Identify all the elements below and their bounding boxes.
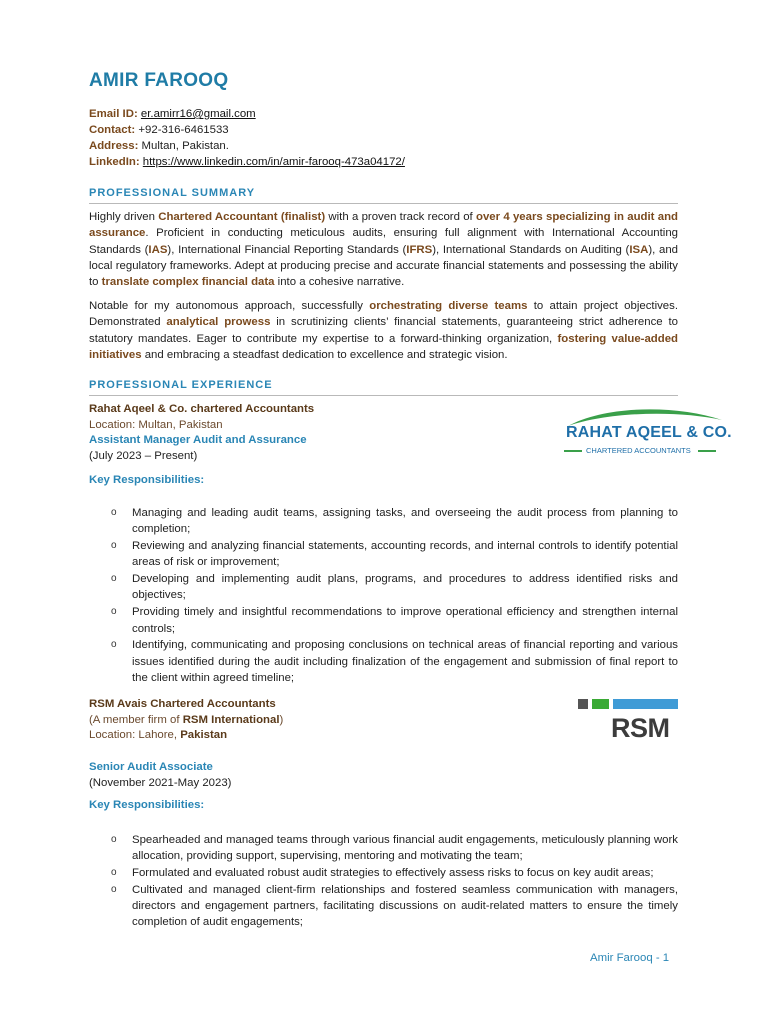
rahat-logo-dash-right <box>698 450 716 452</box>
job-1-dates: (July 2023 – Present) <box>89 449 198 462</box>
job-2-member-line <box>89 713 283 729</box>
summary-heading: PROFESSIONAL SUMMARY <box>89 187 256 199</box>
phone-row <box>89 122 405 138</box>
bullet-marker-icon: o <box>111 573 117 585</box>
experience-divider <box>89 395 678 396</box>
address-label: Address: <box>89 140 139 152</box>
bullet-marker-icon: o <box>111 507 117 518</box>
rahat-logo-subtitle: CHARTERED ACCOUNTANTS <box>586 446 691 455</box>
body-text: into a cohesive narrative. <box>274 276 405 289</box>
responsibility-item <box>111 538 678 571</box>
job-2-member-prefix: (A member firm of <box>89 713 183 726</box>
rahat-logo-title: RAHAT AQEEL & CO. <box>566 424 732 441</box>
contact-block <box>89 106 405 170</box>
highlight-text: translate complex financial data <box>101 276 275 289</box>
rsm-logo <box>578 699 678 744</box>
address-row <box>89 138 405 154</box>
job-1-header <box>89 402 314 464</box>
responsibility-text: Providing timely and insightful recommendations to improve operational efficiency and strengthen internal controls; <box>132 606 678 635</box>
job-2-header <box>89 697 283 744</box>
job-2-location-country: Pakistan <box>180 729 228 741</box>
bullet-marker-icon: o <box>111 834 117 845</box>
responsibility-text: Reviewing and analyzing financial statements, accounting records, and internal controls to identify potential areas of risk or improvement; <box>132 540 678 569</box>
job-1-company: Rahat Aqeel & Co. chartered Accountants <box>89 403 315 415</box>
responsibility-text: Identifying, communicating and proposing conclusions on technical areas of financial reporting and various issues identified during the audit including finalization of the engagement and submission of final report to the client within agreed timeline; <box>132 639 678 684</box>
summary-paragraph-2 <box>89 298 678 363</box>
job-2-responsibilities-list <box>111 832 678 931</box>
body-text: ), International Financial Reporting Standards ( <box>167 243 407 256</box>
rahat-aqeel-logo <box>564 404 732 460</box>
job-2-role-block <box>89 760 231 791</box>
rsm-logo-bar-green <box>592 699 609 709</box>
job-1-responsibilities-heading: Key Responsibilities: <box>89 474 205 486</box>
job-1-role: Assistant Manager Audit and Assurance <box>89 434 307 446</box>
highlight-text: IFRS <box>406 243 433 256</box>
job-2-location-prefix: Location: Lahore, <box>89 729 181 741</box>
bullet-marker-icon: o <box>111 606 117 618</box>
candidate-name: AMIR FAROOQ <box>89 70 229 91</box>
page-footer: Amir Farooq - 1 <box>590 952 670 964</box>
body-text: to attain project objectives. Demonstrated <box>89 300 678 329</box>
email-link[interactable]: er.amirr16@gmail.com <box>140 108 256 120</box>
linkedin-row <box>89 154 405 170</box>
body-text: in scrutinizing clients’ financial statements, guaranteeing strict adherence to statutory mandates. Eager to contribute my expertise to a forward-thinking organization, <box>89 316 678 345</box>
highlight-text: ISA <box>629 243 649 256</box>
job-1-location: Location: Multan, Pakistan <box>89 418 223 431</box>
responsibility-item <box>111 604 678 637</box>
responsibility-text: Developing and implementing audit plans, programs, and procedures to address identified risks and objectives; <box>132 573 678 602</box>
highlight-text: Chartered Accountant (finalist) <box>158 211 326 223</box>
summary-divider <box>89 203 678 204</box>
responsibility-item <box>111 505 678 538</box>
body-text: Notable for my autonomous approach, successfully <box>89 300 370 312</box>
email-row <box>89 106 405 122</box>
email-label: Email ID: <box>89 108 138 120</box>
phone-label: Contact: <box>89 124 136 136</box>
bullet-marker-icon: o <box>111 883 117 895</box>
address-value: Multan, Pakistan. <box>141 140 229 152</box>
job-2-location <box>89 728 283 744</box>
body-text: and embracing a steadfast dedication to excellence and strategic vision. <box>141 348 508 361</box>
highlight-text: analytical prowess <box>166 316 271 329</box>
linkedin-label: LinkedIn: <box>89 156 140 168</box>
rsm-logo-bar-blue <box>613 699 678 709</box>
highlight-text: IAS <box>148 243 168 256</box>
body-text: ), International Standards on Auditing ( <box>432 243 630 256</box>
job-2-member-firm: RSM International <box>182 713 280 726</box>
linkedin-link[interactable]: https://www.linkedin.com/in/amir-farooq-473a04172/ <box>142 156 405 168</box>
job-2-company: RSM Avais Chartered Accountants <box>89 698 276 710</box>
highlight-text: orchestrating diverse teams <box>369 300 528 312</box>
highlight-text: over 4 years specializing in audit and assurance <box>89 211 679 240</box>
rsm-logo-bar-grey <box>578 699 588 709</box>
job-2-responsibilities-heading: Key Responsibilities: <box>89 799 205 811</box>
rahat-logo-dash-left <box>564 450 582 452</box>
responsibility-text: Cultivated and managed client-firm relationships and fostered seamless communication with managers, directors and engagement partners, facilitating discussions on audit-related matters to ensure the timely completion of audit engagements; <box>132 883 678 929</box>
body-text: . Proficient in conducting meticulous audits, ensuring full alignment with International Accounting Standards ( <box>89 227 678 256</box>
job-2-member-suffix: ) <box>279 713 284 726</box>
job-2-role: Senior Audit Associate <box>89 761 213 773</box>
highlight-text: fostering value-added initiatives <box>89 332 678 361</box>
responsibility-item <box>111 865 678 881</box>
bullet-marker-icon: o <box>111 639 117 651</box>
body-text: Highly driven <box>89 211 159 223</box>
experience-heading: PROFESSIONAL EXPERIENCE <box>89 379 273 391</box>
job-2-dates: (November 2021-May 2023) <box>89 776 232 789</box>
responsibility-text: Managing and leading audit teams, assigning tasks, and overseeing the audit process from planning to completion; <box>132 507 678 536</box>
body-text: with a proven track record of <box>325 211 476 223</box>
responsibility-item <box>111 637 678 686</box>
responsibility-item <box>111 571 678 604</box>
responsibility-text: Spearheaded and managed teams through various financial audit engagements, meticulously planning work allocation, providing support, supervising, mentoring and motivating the team; <box>132 834 678 863</box>
phone-value: +92-316-6461533 <box>138 124 229 136</box>
job-1-responsibilities-list <box>111 505 678 687</box>
bullet-marker-icon: o <box>111 540 117 552</box>
responsibility-item <box>111 832 678 865</box>
bullet-marker-icon: o <box>111 867 117 879</box>
summary-paragraph-1 <box>89 209 678 290</box>
body-text: ), and local regulatory frameworks. Adept at producing precise and accurate financial statements and possessing the ability to <box>89 243 678 289</box>
rsm-logo-wordmark: RSM <box>611 713 670 743</box>
responsibility-text: Formulated and evaluated robust audit strategies to effectively assess risks to focus on key audit areas; <box>132 867 654 880</box>
responsibility-item <box>111 882 678 931</box>
